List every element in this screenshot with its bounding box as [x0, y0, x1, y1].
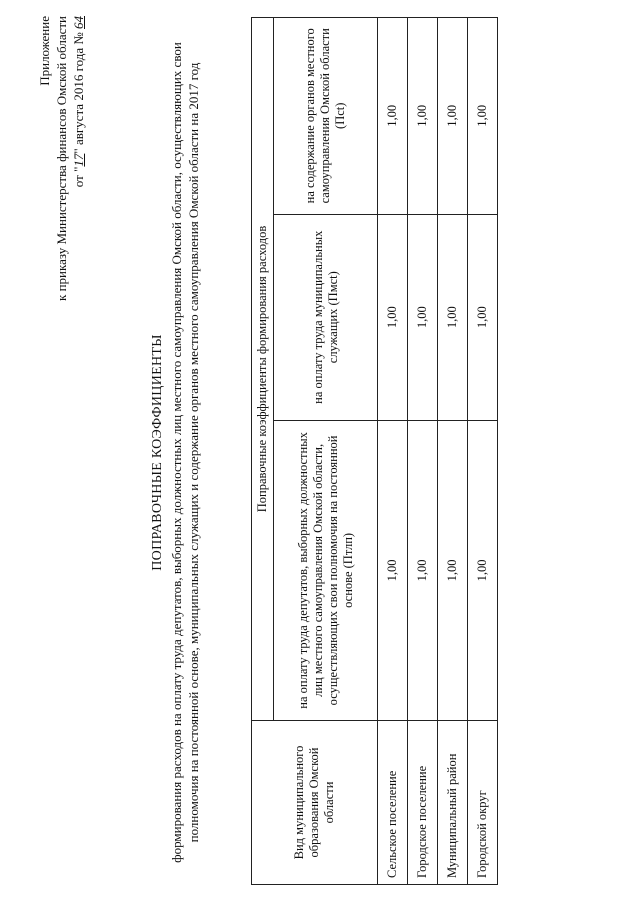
document-heading: ПОПРАВОЧНЫЕ КОЭФФИЦИЕНТЫ	[150, 334, 165, 571]
row-value-employees: 1,00	[468, 214, 498, 420]
coefficients-table	[251, 17, 498, 885]
row-value-employees: 1,00	[408, 214, 438, 420]
table-row	[438, 18, 468, 885]
table-row	[408, 18, 438, 885]
row-value-deputies: 1,00	[408, 420, 438, 720]
date-prefix: от "	[71, 166, 86, 188]
header-municipality-type: Вид муниципального образования Омской области	[252, 720, 378, 884]
table-group-row	[252, 18, 274, 885]
row-name: Муниципальный район	[438, 720, 468, 884]
header-bodies-maintenance: на содержание органов местного самоуправления Омской области (Псt)	[274, 18, 378, 215]
table-row	[378, 18, 408, 885]
row-name: Городское поселение	[408, 720, 438, 884]
date-middle: " августа 2016 года №	[71, 32, 86, 154]
appendix-date-line	[70, 16, 87, 496]
order-number: 64	[71, 16, 86, 29]
title-block	[150, 20, 202, 885]
row-value-deputies: 1,00	[378, 420, 408, 720]
row-value-maintenance: 1,00	[378, 18, 408, 215]
row-value-deputies: 1,00	[438, 420, 468, 720]
row-value-employees: 1,00	[438, 214, 468, 420]
document-subtitle: формирования расходов на оплату труда депутатов, выборных должностных лиц местного самоуправления Омской области, осуществляющих свои полномочия на постоянной основе, муниципальных служащих и содержание органов местного самоуправления Омской области на 2017 год	[169, 42, 201, 863]
header-deputies-pay: на оплату труда депутатов, выборных должностных лиц местного самоуправления Омской области, осуществляющих свои полномочия на постоянной основе (Птлп)	[274, 420, 378, 720]
appendix-order-ref: к приказу Министерства финансов Омской области	[54, 16, 69, 301]
row-value-maintenance: 1,00	[408, 18, 438, 215]
table-row	[468, 18, 498, 885]
row-value-employees: 1,00	[378, 214, 408, 420]
appendix-label: Приложение	[37, 16, 52, 86]
row-value-maintenance: 1,00	[438, 18, 468, 215]
date-day: 17	[71, 153, 86, 167]
header-municipal-employees-pay: на оплату труда муниципальных служащих (Пмсt)	[274, 214, 378, 420]
row-name: Сельское поселение	[378, 720, 408, 884]
row-value-maintenance: 1,00	[468, 18, 498, 215]
appendix-block	[36, 16, 87, 496]
header-coefficients-group: Поправочные коэффициенты формирования расходов	[252, 18, 274, 721]
row-value-deputies: 1,00	[468, 420, 498, 720]
row-name: Городской округ	[468, 720, 498, 884]
